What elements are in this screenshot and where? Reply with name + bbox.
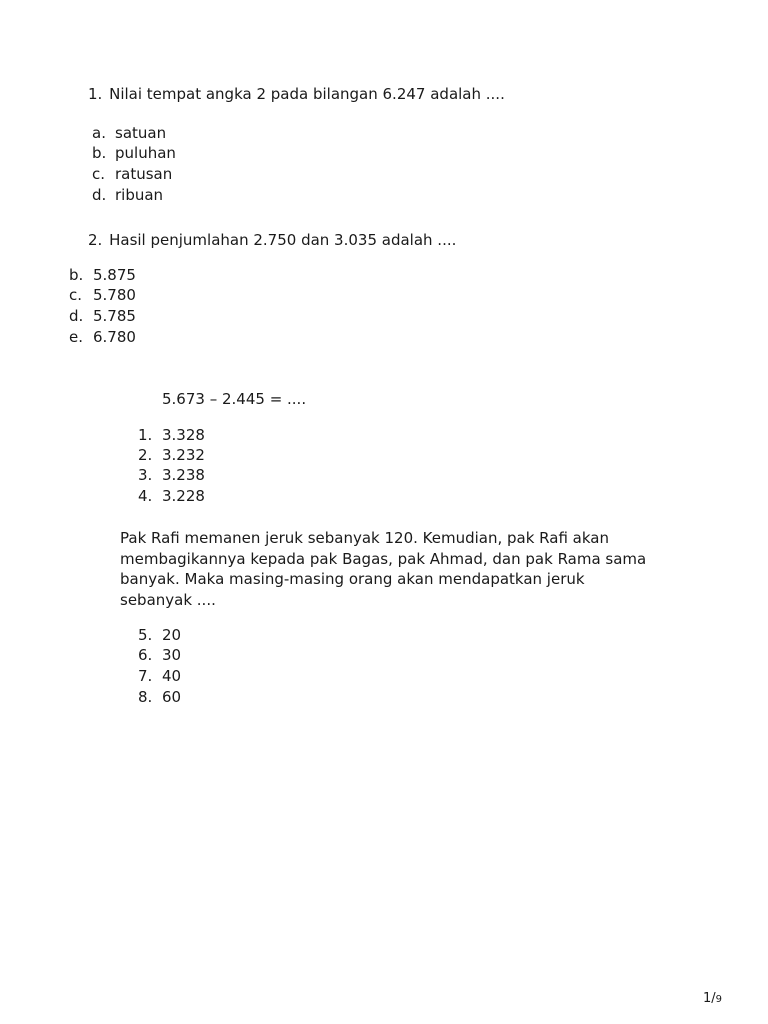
option-text: 5.875 [93,266,136,284]
option [92,123,167,143]
question-3 [162,389,306,409]
option-text: 6.780 [93,328,136,346]
option-text: 5.785 [93,307,136,325]
option-text: satuan [115,124,167,142]
option [92,143,176,163]
page-current: 1 [702,991,712,1006]
page-number [703,991,722,1006]
option-marker: 4. [138,487,153,505]
option-text: puluhan [115,144,176,162]
question-text: Nilai tempat angka 2 pada bilangan 6.247 adalah .... [109,85,505,103]
option-marker: b. [92,144,107,162]
option [92,164,173,184]
option [138,666,182,686]
option [69,327,136,347]
option [69,265,136,285]
question-number: 1. [88,85,103,103]
option-marker: b. [69,266,84,284]
option-text: 3.228 [162,487,205,505]
option-marker: 6. [138,646,153,664]
option [138,486,205,506]
option-text: ratusan [115,165,173,183]
option-marker: c. [69,286,83,304]
option-marker: 2. [138,446,153,464]
question-text: 5.673 – 2.445 = .... [162,390,307,408]
option-text: ribuan [115,186,164,204]
option-text: 20 [162,626,182,644]
option-marker: 8. [138,688,153,706]
option-text: 40 [162,667,182,685]
option-text: 30 [162,646,182,664]
option [69,306,136,326]
question-1 [88,84,505,104]
option [138,465,205,485]
option-marker: e. [69,328,83,346]
question-4-text: Pak Rafi memanen jeruk sebanyak 120. Kemudian, pak Rafi akan membagikannya kepada pak Bagas, pak Ahmad, dan pak Rama sama banyak. Maka masing-masing orang akan mendapatkan jeruk sebanyak .... [120,529,647,609]
option-marker: 5. [138,626,153,644]
option-text: 3.238 [162,466,205,484]
option [138,425,205,445]
question-text: Hasil penjumlahan 2.750 dan 3.035 adalah .... [109,231,457,249]
question-2 [88,230,456,250]
page-separator: / [711,991,716,1006]
option-text: 3.232 [162,446,205,464]
question-number: 2. [88,231,103,249]
option [138,625,182,645]
option [92,185,164,205]
option-marker: a. [92,124,106,142]
option-marker: d. [92,186,107,204]
option-marker: 1. [138,426,153,444]
option [69,285,136,305]
option-marker: 7. [138,667,153,685]
option-text: 5.780 [93,286,136,304]
option [138,687,182,707]
option-marker: d. [69,307,84,325]
option [138,445,205,465]
option-text: 60 [162,688,182,706]
page-total: 9 [715,994,722,1005]
option [138,645,182,665]
option-marker: 3. [138,466,153,484]
option-marker: c. [92,165,106,183]
option-text: 3.328 [162,426,205,444]
